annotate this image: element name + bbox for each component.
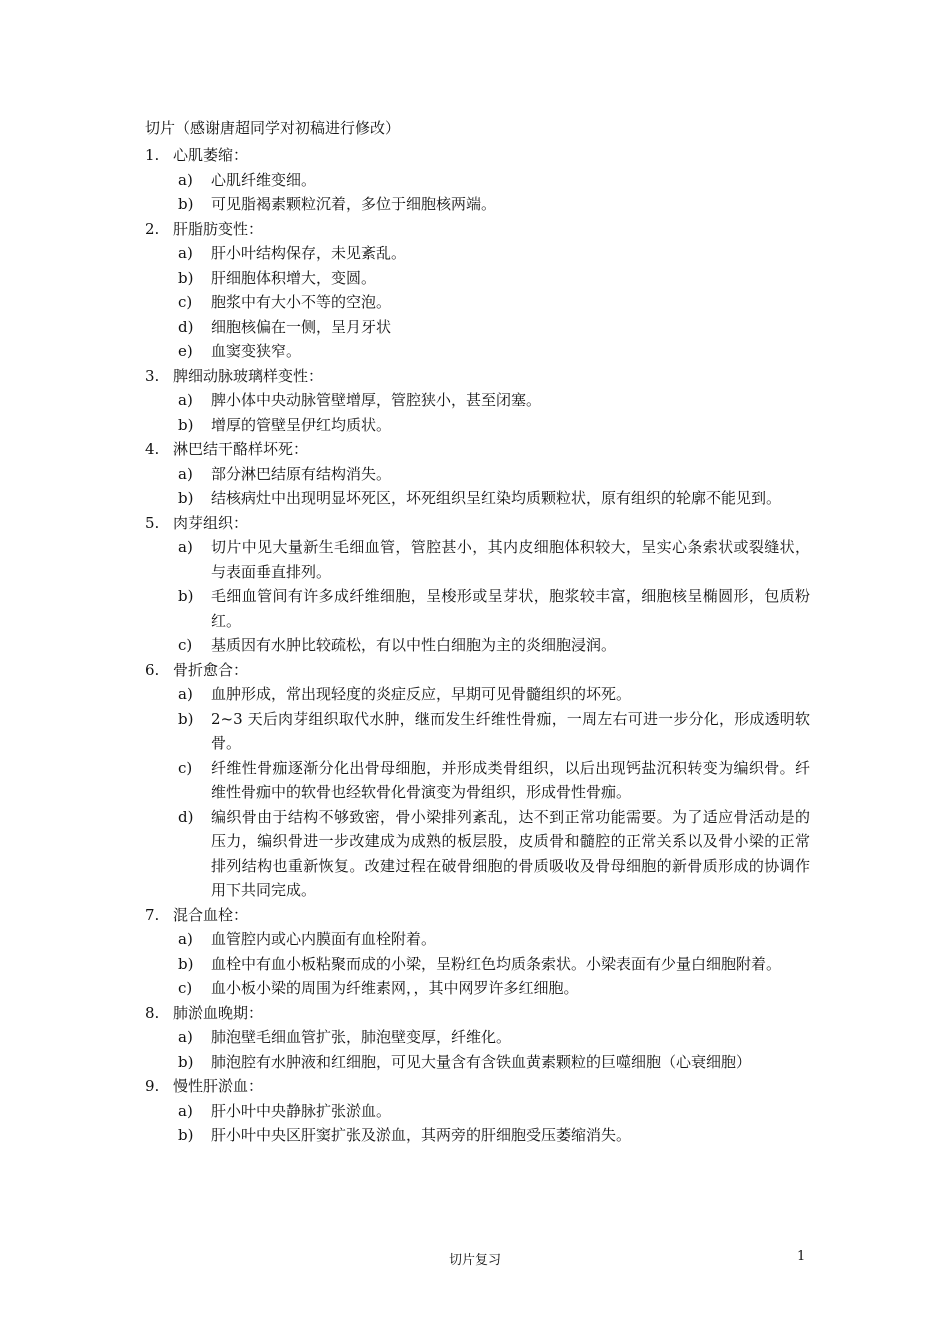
section-header xyxy=(145,903,810,928)
footer-label: 切片复习 xyxy=(448,1253,501,1268)
section-title: 淋巴结干酪样坏死： xyxy=(173,440,309,458)
item-text: 细胞核偏在一侧，呈月牙状 xyxy=(211,317,392,336)
section-title: 混合血栓： xyxy=(173,905,249,924)
item-label: a) xyxy=(178,170,193,189)
list-item xyxy=(178,290,810,315)
item-text: 心肌纤维变细。 xyxy=(211,170,317,189)
list-item xyxy=(178,168,810,193)
item-text: 毛细血管间有许多成纤维细胞，呈梭形或呈芽状，胞浆较丰富，细胞核呈椭圆形，包质粉红。 xyxy=(211,587,810,630)
item-label: c) xyxy=(178,979,193,997)
section-header xyxy=(145,1074,810,1099)
list-item xyxy=(178,1099,810,1124)
section xyxy=(145,658,810,903)
section-number: 6. xyxy=(145,660,160,679)
item-label: b) xyxy=(178,195,194,213)
section-number: 8. xyxy=(145,1003,160,1022)
item-label: a) xyxy=(178,244,193,262)
item-text: 血肿形成，常出现轻度的炎症反应，早期可见骨髓组织的坏死。 xyxy=(211,685,632,703)
item-label: b) xyxy=(178,587,194,605)
list-item xyxy=(178,241,810,266)
item-text: 肝小叶结构保存，未见紊乱。 xyxy=(211,244,407,262)
item-text: 胞浆中有大小不等的空泡。 xyxy=(211,293,392,311)
item-text: 肺泡壁毛细血管扩张，肺泡壁变厚，纤维化。 xyxy=(211,1028,512,1046)
item-text: 2~3 天后肉芽组织取代水肿，继而发生纤维性骨痂，一周左右可进一步分化，形成透明软骨。 xyxy=(211,709,810,752)
list-item xyxy=(178,584,810,633)
list-item xyxy=(178,1025,810,1050)
list-item xyxy=(178,266,810,291)
section-title: 肉芽组织： xyxy=(173,513,249,532)
item-text: 肝细胞体积增大，变圆。 xyxy=(211,268,377,287)
list-item xyxy=(178,633,810,658)
item-label: b) xyxy=(178,268,194,287)
list-item xyxy=(178,486,810,511)
item-label: b) xyxy=(178,1052,194,1071)
section-number: 5. xyxy=(145,513,160,532)
section-number: 3. xyxy=(145,366,160,385)
item-label: a) xyxy=(178,930,193,948)
item-label: a) xyxy=(178,685,193,703)
item-label: b) xyxy=(178,489,194,507)
item-text: 纤维性骨痂逐渐分化出骨母细胞，并形成类骨组织，以后出现钙盐沉积转变为编织骨。纤维性骨痂中的软骨也经软骨化骨演变为骨组织，形成骨性骨痂。 xyxy=(211,758,810,801)
item-text: 血栓中有血小板粘聚而成的小梁，呈粉红色均质条索状。小梁表面有少量白细胞附着。 xyxy=(211,954,782,973)
list-item xyxy=(178,805,810,903)
document-heading: 切片（感谢唐超同学对初稿进行修改） xyxy=(145,119,401,137)
section xyxy=(145,903,810,1001)
list-item xyxy=(178,462,810,487)
item-label: a) xyxy=(178,538,193,556)
item-text: 肺泡腔有水肿液和红细胞，可见大量含有含铁血黄素颗粒的巨噬细胞（心衰细胞） xyxy=(211,1052,752,1071)
item-label: d) xyxy=(178,807,194,826)
section xyxy=(145,511,810,658)
item-label: a) xyxy=(178,464,193,483)
section-header xyxy=(145,511,810,536)
section xyxy=(145,217,810,364)
section-header xyxy=(145,1001,810,1026)
item-label: a) xyxy=(178,1028,193,1046)
section-number: 2. xyxy=(145,219,160,238)
section-number: 1. xyxy=(145,146,160,164)
section xyxy=(145,143,810,217)
document-body xyxy=(145,116,810,1148)
list-item xyxy=(178,756,810,805)
section-number: 7. xyxy=(145,905,160,924)
item-label: c) xyxy=(178,636,193,654)
list-item xyxy=(178,388,810,413)
item-text: 基质因有水肿比较疏松，有以中性白细胞为主的炎细胞浸润。 xyxy=(211,636,617,654)
section-title: 肺淤血晚期： xyxy=(173,1003,264,1022)
item-text: 肝小叶中央静脉扩张淤血。 xyxy=(211,1101,392,1120)
list-item xyxy=(178,1050,810,1075)
section-header xyxy=(145,437,810,462)
list-item xyxy=(178,952,810,977)
list-item xyxy=(178,1123,810,1148)
item-text: 可见脂褐素颗粒沉着，多位于细胞核两端。 xyxy=(211,195,497,213)
section-header xyxy=(145,143,810,168)
item-label: d) xyxy=(178,317,194,336)
list-item xyxy=(178,707,810,756)
item-label: b) xyxy=(178,709,194,728)
section xyxy=(145,1074,810,1148)
item-text: 增厚的管壁呈伊红均质状。 xyxy=(211,415,392,434)
list-item xyxy=(178,535,810,584)
item-text: 血窦变狭窄。 xyxy=(211,342,302,360)
section-header xyxy=(145,658,810,683)
item-text: 部分淋巴结原有结构消失。 xyxy=(211,464,392,483)
item-label: b) xyxy=(178,1126,194,1144)
list-item xyxy=(178,413,810,438)
item-label: b) xyxy=(178,415,194,434)
section xyxy=(145,364,810,438)
item-text: 脾小体中央动脉管壁增厚，管腔狭小，甚至闭塞。 xyxy=(211,391,542,409)
list-item xyxy=(178,927,810,952)
item-text: 血管腔内或心内膜面有血栓附着。 xyxy=(211,930,437,948)
item-label: c) xyxy=(178,293,193,311)
list-item xyxy=(178,682,810,707)
section-number: 9. xyxy=(145,1077,160,1095)
section-header xyxy=(145,217,810,242)
section-number: 4. xyxy=(145,440,160,458)
item-text: 血小板小梁的周围为纤维素网，，其中网罗许多红细胞。 xyxy=(211,979,579,997)
item-text: 结核病灶中出现明显坏死区，坏死组织呈红染均质颗粒状，原有组织的轮廓不能见到。 xyxy=(211,489,782,507)
section xyxy=(145,1001,810,1075)
list-item xyxy=(178,976,810,1001)
item-label: a) xyxy=(178,391,193,409)
list-item xyxy=(178,192,810,217)
section-header xyxy=(145,364,810,389)
item-text: 切片中见大量新生毛细血管，管腔甚小，其内皮细胞体积较大，呈实心条索状或裂缝状，与表面垂直排列。 xyxy=(211,538,810,581)
section-title: 肝脂肪变性： xyxy=(173,219,264,238)
item-text: 肝小叶中央区肝窦扩张及淤血，其两旁的肝细胞受压萎缩消失。 xyxy=(211,1126,632,1144)
item-label: a) xyxy=(178,1101,193,1120)
item-label: e) xyxy=(178,342,193,360)
section-title: 心肌萎缩： xyxy=(173,146,249,164)
section-title: 慢性肝淤血： xyxy=(173,1077,264,1095)
item-label: c) xyxy=(178,758,193,777)
section xyxy=(145,437,810,511)
section-title: 骨折愈合： xyxy=(173,660,249,679)
page-number: 1 xyxy=(797,1249,806,1264)
list-item xyxy=(178,339,810,364)
section-list xyxy=(145,143,810,1148)
item-label: b) xyxy=(178,954,194,973)
list-item xyxy=(178,315,810,340)
item-text: 编织骨由于结构不够致密，骨小梁排列紊乱，达不到正常功能需要。为了适应骨活动是的压力，编织骨进一步改建成为成熟的板层股，皮质骨和髓腔的正常关系以及骨小梁的正常排列结构也重新恢复。改建过程在破骨细胞的骨质吸收及骨母细胞的新骨质形成的协调作用下共同完成。 xyxy=(211,807,810,899)
section-title: 脾细动脉玻璃样变性： xyxy=(173,366,324,385)
